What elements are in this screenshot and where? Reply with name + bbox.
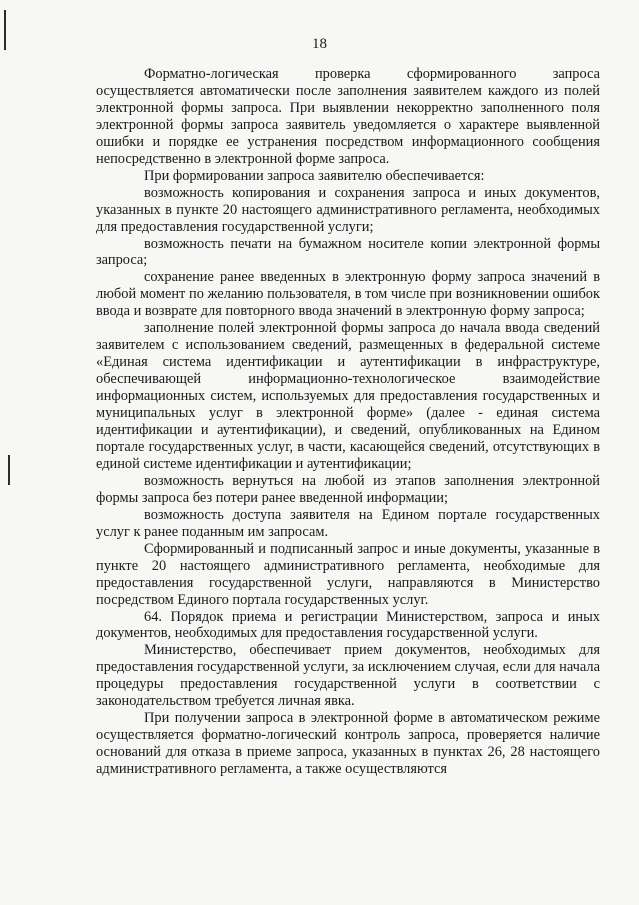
- paragraph: Форматно-логическая проверка сформированного запроса осуществляется автоматически после заполнения заявителем каждого из полей электронной формы запроса. При выявлении некорректно заполненного поля электронной формы запроса заявитель уведомляется о характере выявленной ошибки и порядке ее устранения посредством информационного сообщения непосредственно в электронной форме запроса.: [96, 66, 600, 167]
- paragraph: 64. Порядок приема и регистрации Министерством, запроса и иных документов, необходимых для предоставления государственной услуги.: [96, 608, 600, 642]
- document-body: [96, 66, 600, 778]
- paragraph: заполнение полей электронной формы запроса до начала ввода сведений заявителем с использованием сведений, размещенных в федеральной системе «Единая система идентификации и аутентификации в инфраструктуре, обеспечивающей информационно-технологическое взаимодействие информационных систем, используемых для предоставления государственных и муниципальных услуг в электронной форме» (далее - единая система идентификации и аутентификации), и сведений, опубликованных на Едином портале государственных услуг, в части, касающейся сведений, отсутствующих в единой системе идентификации и аутентификации;: [96, 320, 600, 472]
- paragraph: возможность доступа заявителя на Едином портале государственных услуг к ранее поданным им запросам.: [96, 506, 600, 540]
- paragraph: Сформированный и подписанный запрос и иные документы, указанные в пункте 20 настоящего административного регламента, необходимые для предоставления государственной услуги, направляются в Министерство посредством Единого портала государственных услуг.: [96, 540, 600, 608]
- paragraph: возможность вернуться на любой из этапов заполнения электронной формы запроса без потери ранее введенной информации;: [96, 472, 600, 506]
- paragraph: При получении запроса в электронной форме в автоматическом режиме осуществляется форматно-логический контроль запроса, проверяется наличие оснований для отказа в приеме запроса, указанных в пунктах 26, 28 настоящего административного регламента, а также осуществляются: [96, 710, 600, 778]
- page-number: 18: [312, 36, 327, 52]
- paragraph: Министерство, обеспечивает прием документов, необходимых для предоставления государственной услуги, за исключением случая, если для начала процедуры предоставления государственной услуги в соответствии с законодательством требуется личная явка.: [96, 642, 600, 710]
- paragraph: возможность копирования и сохранения запроса и иных документов, указанных в пункте 20 настоящего административного регламента, необходимых для предоставления государственной услуги;: [96, 184, 600, 235]
- paragraph: сохранение ранее введенных в электронную форму запроса значений в любой момент по желанию пользователя, в том числе при возникновении ошибок ввода и возврате для повторного ввода значений в электронную форму запроса;: [96, 269, 600, 320]
- scan-margin-mark: [8, 455, 10, 485]
- paragraph: При формировании запроса заявителю обеспечивается:: [144, 167, 485, 184]
- paragraph: возможность печати на бумажном носителе копии электронной формы запроса;: [96, 235, 600, 269]
